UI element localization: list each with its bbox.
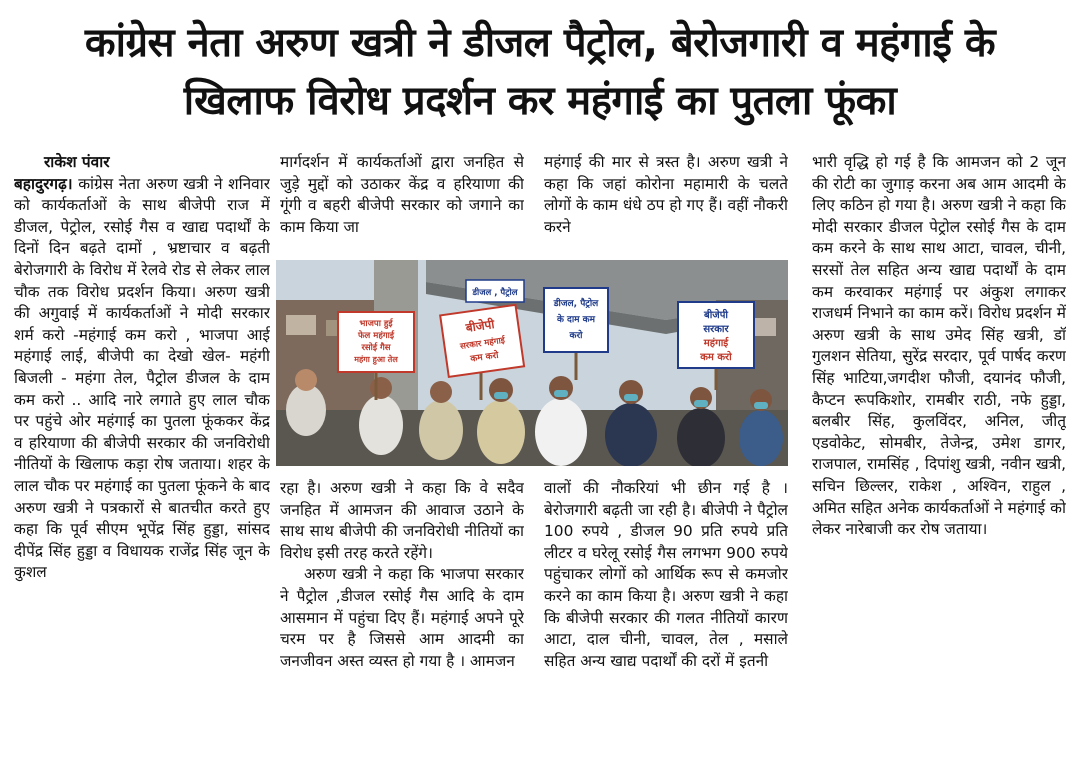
column-1-body: कांग्रेस नेता अरुण खत्री ने शनिवार को कार्यकर्ताओं के साथ बीजेपी राज में डीजल, पेट्रोल, रसोई गैस व खाद्य पदार्थों के दिनों दिन बढ़ते दामों , भ्रष्टाचार व बढ़ती बेरोजगारी के विरोध में रेलवे रोड से लेकर लाल चौक तक विरोध प्रदर्शन किया। अरुण खत्री की अगुवाई में कार्यकर्ताओं ने मोदी सरकार शर्म करो -महंगाई कम करो , भाजपा आई महंगाई लाई, बीजेपी का देखो खेल- महंगी बिजली - महंगा तेल, पैट्रोल डीजल के दाम कम करो .. आदि नारे लगाते हुए लाल चौक पर पहुंचे ओर महंगाई का पुतला फूंककर केंद्र व हरियाणा की बीजेपी सरकार की जनविरोधी नीतियों के खिलाफ कड़ा रोष जताया। शहर के लाल चौक पर महंगाई का पुतला फूंकने के बाद अरुण खत्री ने पत्रकारों से बातचीत करते हुए कहा कि पूर्व सीएम भूपेंद्र सिंह हुड्डा, सांसद दीपेंद्र सिंह हुड्डा व विधायक राजेंद्र सिंह जून के कुशल — [14, 174, 270, 582]
column-2-top-text: मार्गदर्शन में कार्यकर्ताओं द्वारा जनहित से जुड़े मुद्दों को उठाकर केंद्र व हरियाणा की गूंगी व बहरी बीजेपी सरकार को जगाने का काम किया जा — [280, 153, 524, 236]
placard-5 — [466, 280, 524, 302]
column-2-bottom-para-1: रहा है। अरुण खत्री ने कहा कि वे सदैव जनहित में आमजन की आवाज उठाने के साथ साथ बीजेपी की जनविरोधी नीतियों का विरोध इसी तरह करते रहेंगे। — [280, 479, 524, 562]
placard-4-line-1: बीजेपी — [704, 310, 728, 321]
placard-3-line-1: डीजल, पैट्रोल — [553, 299, 599, 309]
column-4-text: भारी वृद्धि हो गई है कि आमजन को 2 जून की रोटी का जुगाड़ करना अब आम आदमी के लिए कठिन हो गया है। अरुण खत्री ने कहा कि मोदी सरकार डीजल पेट्रोल रसोई गैस के दाम कम करने के साथ साथ आटा, चावल, चीनी, सरसों तेल सहित अन्य खाद्य पदार्थों के दाम कम करवाकर महंगाई पर अंकुश लगाकर राजधर्म निभाने का काम करें। विरोध प्रदर्शन में अरुण खत्री के साथ उमेद सिंह खत्री, डॉ गुलशन सेतिया, सुरेंद्र सरदार, पूर्व पार्षद करण सिंह भाटिया,जगदीश फौजी, दयानंद फौजी, कैप्टन रूपकिशोर, रामबीर राठी, नफे हुड्डा, बलबीर सिंह, कुलविंदर, अनिल, जीतू एडवोकेट, सोमबीर, तेजेन्द्र, उमेश डागर, राजपाल, रामसिंह , दिपांशु खत्री, नवीन खत्री, सचिन छिल्लर, राकेश , अश्विन, राहुल , अमित सहित अनेक कार्यकर्ताओं ने महंगाई को लेकर नारेबाजी कर रोष जताया। — [812, 153, 1066, 539]
placard-4 — [678, 302, 754, 368]
placard-3-line-3: करो — [569, 331, 583, 341]
dateline: बहादुरगढ़। — [14, 174, 73, 193]
column-3-top — [544, 152, 788, 256]
placard-4-line-4: कम करो — [700, 352, 732, 363]
column-3-bottom-text: वालों की नौकरियां भी छीन गई है । बेरोजगारी बढ़ती जा रही है। बीजेपी ने पैट्रोल 100 रुपये , डीजल 90 प्रति रुपये प्रति लीटर व घरेलू रसोई गैस लगभग 900 रुपये पहुंचाकर लोगों को आर्थिक रूप से कमजोर करने का काम किया है। अरुण खत्री ने कहा कि बीजेपी सरकार की गलत नीतियों कारण आटा, दाल चीनी, चावल, तेल , मसाले सहित अन्य खाद्य पदार्थों की दरों में इतनी — [544, 479, 788, 670]
placard-3 — [544, 288, 608, 352]
placard-2-line-3: कम करो — [469, 350, 500, 365]
placard-2 — [440, 305, 524, 377]
column-4 — [812, 152, 1066, 752]
column-3-bottom — [544, 478, 788, 754]
placard-4-line-2: सरकार — [703, 324, 729, 335]
headline-line-1: कांग्रेस नेता अरुण खत्री ने डीजल पैट्रोल, बेरोजगारी व महंगाई के — [84, 20, 996, 66]
column-3-top-text: महंगाई की मार से त्रस्त है। अरुण खत्री ने कहा कि जहां कोरोना महामारी के चलते लोगों के काम धंधे ठप हो गए हैं। वहीं नौकरी करने — [544, 153, 788, 236]
placard-5-line-1: डीजल , पैट्रोल — [472, 288, 518, 298]
column-1 — [14, 152, 270, 752]
column-2-bottom-para-2: अरुण खत्री ने कहा कि भाजपा सरकार ने पैट्रोल ,डीजल रसोई गैस आदि के दाम आसमान में पहुंचा दिए हैं। महंगाई अपने पूरे चरम पर है जिससे आम आदमी का जनजीवन अस्त व्यस्त हो गया है । आमजन — [280, 565, 524, 670]
placard-1-line-3: रसोई गैस — [361, 343, 391, 353]
byline: राकेश पंवार — [44, 153, 110, 171]
placard-1-line-4: महंगा हुआ तेल — [354, 355, 398, 364]
column-2-top — [280, 152, 524, 256]
placard-2-line-1: बीजेपी — [464, 317, 496, 335]
placard-1 — [338, 312, 414, 372]
headline-line-2: खिलाफ विरोध प्रदर्शन कर महंगाई का पुतला फूंका — [183, 78, 897, 124]
protest-photo — [276, 260, 788, 466]
placard-2-line-2: सरकार महंगाई — [459, 335, 506, 352]
placard-1-line-1: भाजपा हुई — [359, 319, 393, 329]
headline — [0, 14, 1080, 130]
placard-4-line-3: महंगाई — [703, 338, 729, 349]
placard-3-line-2: के दाम कम — [557, 315, 595, 325]
column-2-bottom — [280, 478, 524, 754]
column-1-text — [14, 174, 270, 584]
placard-1-line-2: फेल महंगाई — [357, 331, 395, 341]
